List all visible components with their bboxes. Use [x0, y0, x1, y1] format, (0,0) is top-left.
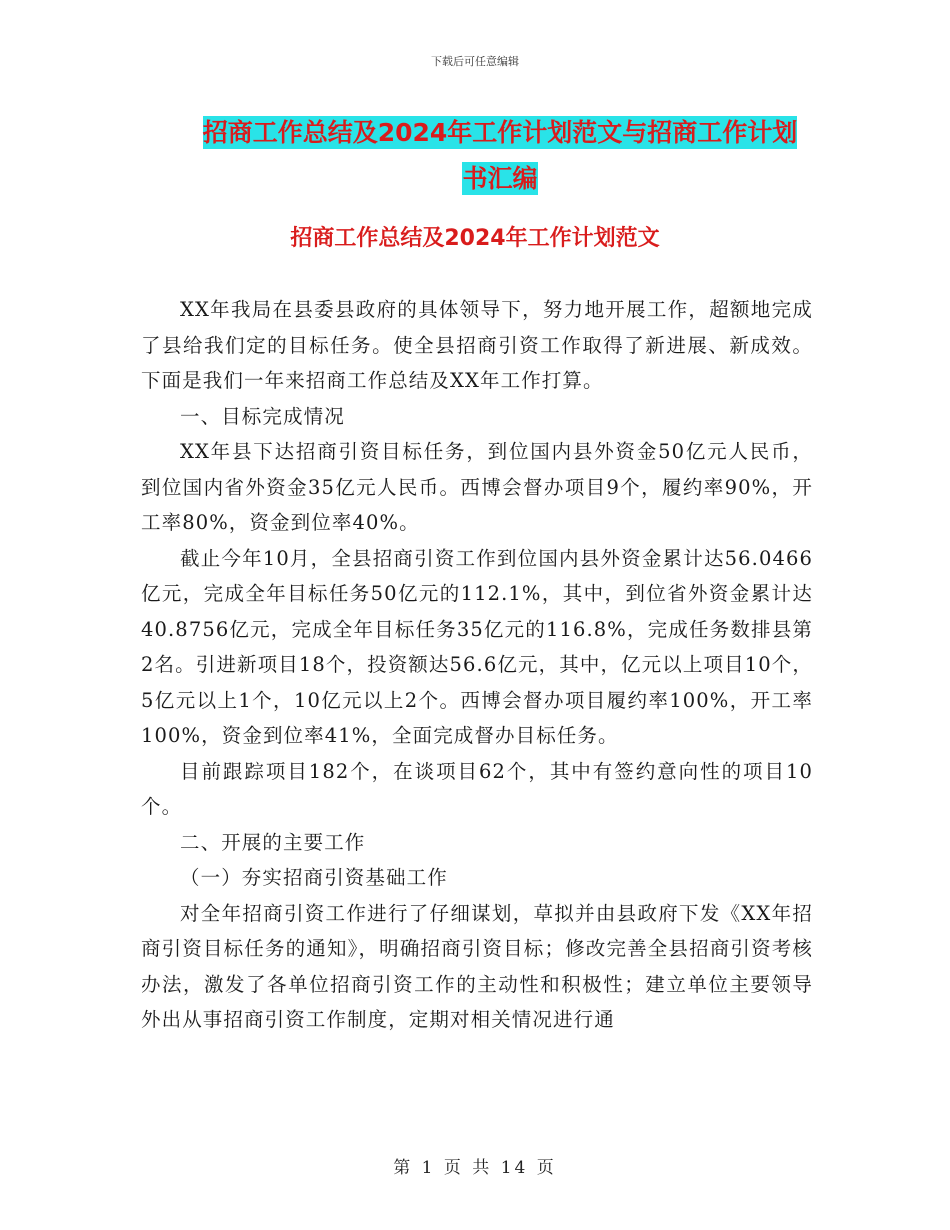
document-body [141, 292, 813, 1038]
paragraph-planning: 对全年招商引资工作进行了仔细谋划，草拟并由县政府下发《XX年招商引资目标任务的通知》，明确招商引资目标；修改完善全县招商引资考核办法，激发了各单位招商引资工作的主动性和积极性；建立单位主要领导外出从事招商引资工作制度，定期对相关情况进行通 [141, 901, 813, 1031]
document-title-line2: 书汇编 [462, 164, 538, 193]
section-title: 招商工作总结及2024年工作计划范文 [290, 226, 660, 251]
document-title [140, 110, 860, 202]
heading-goal-completion: 一、目标完成情况 [180, 404, 345, 428]
header-note: 下载后可任意编辑 [431, 55, 519, 68]
heading-main-work: 二、开展的主要工作 [180, 830, 366, 854]
paragraph-targets: XX年县下达招商引资目标任务，到位国内县外资金50亿元人民币，到位国内省外资金35亿元人民币。西博会督办项目9个，履约率90%，开工率80%，资金到位率40%。 [141, 440, 813, 534]
paragraph-tracking: 目前跟踪项目182个，在谈项目62个，其中有签约意向性的项目10个。 [141, 759, 813, 818]
page-footer: 第 1 页 共 14 页 [393, 1158, 557, 1178]
document-title-line1: 招商工作总结及2024年工作计划范文与招商工作计划 [202, 118, 798, 147]
paragraph-progress: 截止今年10月，全县招商引资工作到位国内县外资金累计达56.0466亿元，完成全年目标任务50亿元的112.1%，其中，到位省外资金累计达40.8756亿元，完成全年目标任务35亿元的116.8%，完成任务数排县第2名。引进新项目18个，投资额达56.6亿元，其中，亿元以上项目10个，5亿元以上1个，10亿元以上2个。西博会督办项目履约率100%，开工率100%，资金到位率41%，全面完成督办目标任务。 [141, 546, 813, 747]
paragraph-intro: XX年我局在县委县政府的具体领导下，努力地开展工作，超额地完成了县给我们定的目标任务。使全县招商引资工作取得了新进展、新成效。下面是我们一年来招商工作总结及XX年工作打算。 [141, 298, 813, 392]
heading-foundation-work: （一）夯实招商引资基础工作 [180, 866, 448, 889]
